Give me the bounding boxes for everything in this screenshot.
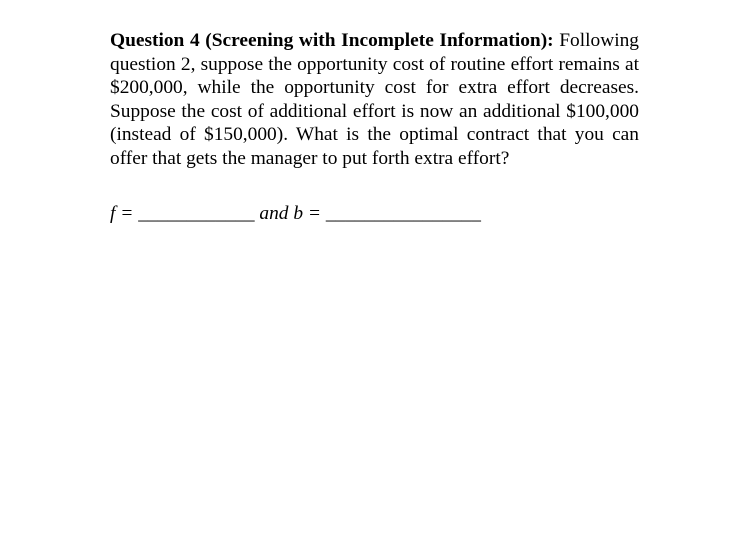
question-body: Following question 2, suppose the opportunity cost of routine effort remains at $200,000, while the opportunity cost for extra effort decreases. Suppose the cost of additional effort is now an additional $100,000 (instead of $150,000). What is the optimal contract that you can offer that gets the manager to put forth extra effort?	[110, 30, 639, 169]
and-b-label: and b =	[259, 203, 321, 224]
f-blank[interactable]: ____________	[138, 203, 255, 224]
question-text	[110, 29, 639, 171]
answer-line	[110, 202, 639, 226]
b-blank[interactable]: ________________	[325, 203, 481, 224]
question-title: Question 4 (Screening with Incomplete Information):	[110, 30, 554, 51]
f-label: f =	[110, 203, 134, 224]
